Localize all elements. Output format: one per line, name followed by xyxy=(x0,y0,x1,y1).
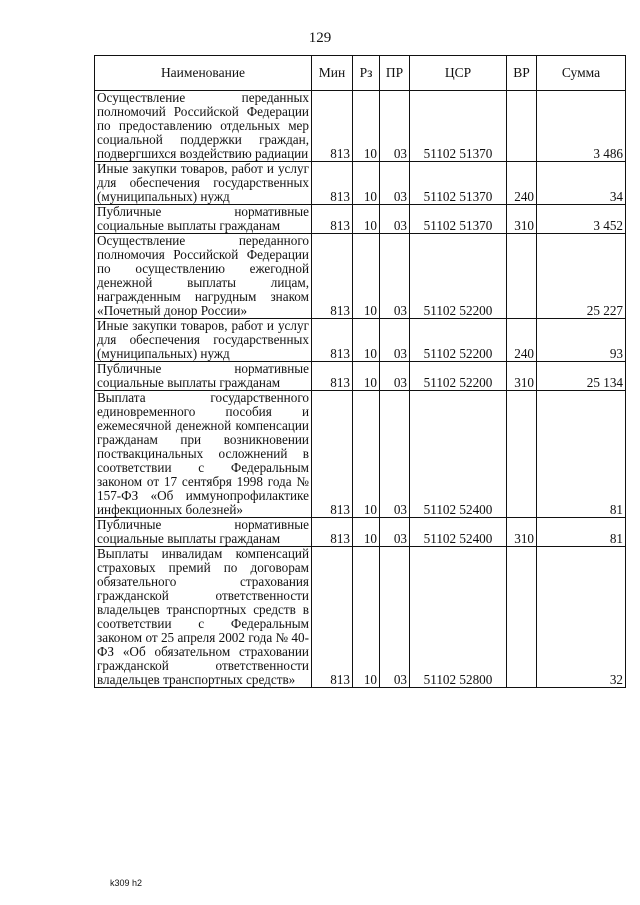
cell-min: 813 xyxy=(312,205,353,234)
table-row xyxy=(95,362,626,391)
cell-name: Осуществление переданных полномочий Российской Федерации по предоставлению отдельных мер социальной поддержки граждан, подвергшихся воздействию радиации xyxy=(95,91,312,162)
cell-vr: 310 xyxy=(507,362,537,391)
cell-rz: 10 xyxy=(353,362,380,391)
cell-rz: 10 xyxy=(353,234,380,319)
header-vr: ВР xyxy=(507,56,537,91)
cell-min: 813 xyxy=(312,362,353,391)
cell-vr xyxy=(507,91,537,162)
table-row xyxy=(95,391,626,518)
table-row xyxy=(95,91,626,162)
cell-csr: 51102 52200 xyxy=(410,362,507,391)
cell-name: Иные закупки товаров, работ и услуг для обеспечения государственных (муниципальных) нужд xyxy=(95,319,312,362)
cell-vr: 310 xyxy=(507,205,537,234)
cell-sum: 3 486 xyxy=(537,91,626,162)
cell-rz: 10 xyxy=(353,162,380,205)
cell-min: 813 xyxy=(312,547,353,688)
cell-name: Иные закупки товаров, работ и услуг для обеспечения государственных (муниципальных) нужд xyxy=(95,162,312,205)
header-sum: Сумма xyxy=(537,56,626,91)
budget-table xyxy=(94,55,626,688)
cell-min: 813 xyxy=(312,162,353,205)
cell-pr: 03 xyxy=(380,518,410,547)
cell-vr xyxy=(507,391,537,518)
cell-sum: 3 452 xyxy=(537,205,626,234)
cell-csr: 51102 52200 xyxy=(410,319,507,362)
cell-pr: 03 xyxy=(380,91,410,162)
cell-pr: 03 xyxy=(380,362,410,391)
table-row xyxy=(95,234,626,319)
cell-name: Осуществление переданного полномочия Российской Федерации по осуществлению ежегодной денежной выплаты лицам, награжденным нагрудным знаком «Почетный донор России» xyxy=(95,234,312,319)
cell-pr: 03 xyxy=(380,234,410,319)
table-row xyxy=(95,162,626,205)
page-number: 129 xyxy=(308,30,332,46)
cell-rz: 10 xyxy=(353,91,380,162)
header-csr: ЦСР xyxy=(410,56,507,91)
cell-sum: 93 xyxy=(537,319,626,362)
cell-name: Публичные нормативные социальные выплаты гражданам xyxy=(95,518,312,547)
header-pr: ПР xyxy=(380,56,410,91)
cell-rz: 10 xyxy=(353,547,380,688)
cell-pr: 03 xyxy=(380,391,410,518)
cell-sum: 25 227 xyxy=(537,234,626,319)
cell-pr: 03 xyxy=(380,205,410,234)
cell-name: Выплаты инвалидам компенсаций страховых премий по договорам обязательного страхования гражданской ответственности владельцев транспортных средств в соответствии с Федеральным законом от 25 апреля 2002 года № 40-ФЗ «Об обязательном страховании гражданской ответственности владельцев транспортных средств» xyxy=(95,547,312,688)
cell-vr xyxy=(507,234,537,319)
cell-min: 813 xyxy=(312,319,353,362)
cell-vr xyxy=(507,547,537,688)
footer-code: k309 h2 xyxy=(110,878,143,888)
cell-min: 813 xyxy=(312,391,353,518)
cell-rz: 10 xyxy=(353,319,380,362)
table-row xyxy=(95,547,626,688)
header-name: Наименование xyxy=(95,56,312,91)
cell-pr: 03 xyxy=(380,319,410,362)
cell-sum: 25 134 xyxy=(537,362,626,391)
cell-name: Выплата государственного единовременного пособия и ежемесячной денежной компенсации гражданам при возникновении поствакцинальных осложнений в соответствии с Федеральным законом от 17 сентября 1998 года № 157-ФЗ «Об иммунопрофилактике инфекционных болезней» xyxy=(95,391,312,518)
cell-vr: 310 xyxy=(507,518,537,547)
cell-vr: 240 xyxy=(507,319,537,362)
cell-csr: 51102 51370 xyxy=(410,205,507,234)
cell-csr: 51102 52400 xyxy=(410,518,507,547)
cell-csr: 51102 52400 xyxy=(410,391,507,518)
header-rz: Рз xyxy=(353,56,380,91)
cell-csr: 51102 51370 xyxy=(410,162,507,205)
table-row xyxy=(95,319,626,362)
table-body xyxy=(95,91,626,688)
cell-csr: 51102 52800 xyxy=(410,547,507,688)
cell-name: Публичные нормативные социальные выплаты гражданам xyxy=(95,362,312,391)
cell-name: Публичные нормативные социальные выплаты гражданам xyxy=(95,205,312,234)
header-min: Мин xyxy=(312,56,353,91)
cell-rz: 10 xyxy=(353,518,380,547)
cell-pr: 03 xyxy=(380,547,410,688)
cell-sum: 81 xyxy=(537,518,626,547)
cell-min: 813 xyxy=(312,518,353,547)
cell-sum: 34 xyxy=(537,162,626,205)
cell-csr: 51102 52200 xyxy=(410,234,507,319)
cell-csr: 51102 51370 xyxy=(410,91,507,162)
cell-sum: 81 xyxy=(537,391,626,518)
cell-sum: 32 xyxy=(537,547,626,688)
cell-pr: 03 xyxy=(380,162,410,205)
table-header-row xyxy=(95,56,626,91)
table-row xyxy=(95,205,626,234)
cell-min: 813 xyxy=(312,91,353,162)
cell-rz: 10 xyxy=(353,391,380,518)
cell-vr: 240 xyxy=(507,162,537,205)
cell-rz: 10 xyxy=(353,205,380,234)
cell-min: 813 xyxy=(312,234,353,319)
table-row xyxy=(95,518,626,547)
